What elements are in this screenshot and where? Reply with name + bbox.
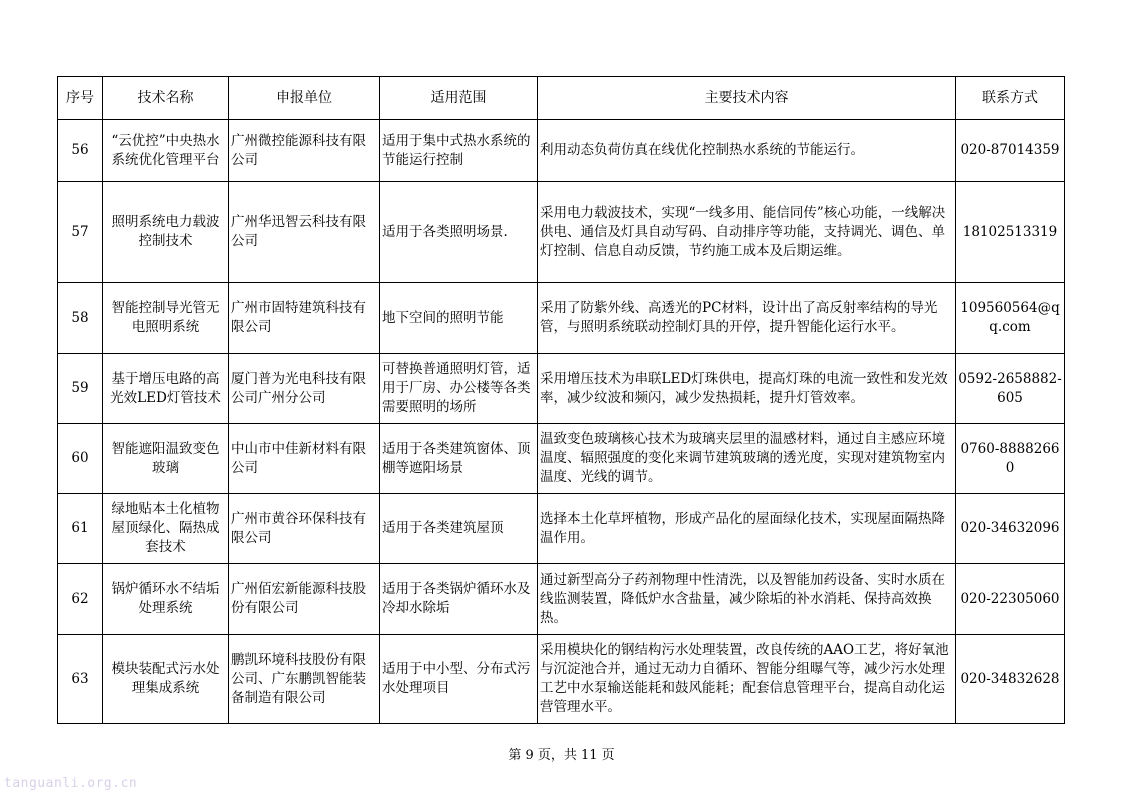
table-row <box>58 564 1065 635</box>
header-main-content: 主要技术内容 <box>538 77 956 120</box>
cell-scope: 适用于集中式热水系统的节能运行控制 <box>380 120 538 182</box>
cell-serial-number: 61 <box>58 494 103 564</box>
cell-contact: 0760-88882660 <box>956 424 1065 494</box>
cell-main-content: 采用电力载波技术，实现“一线多用、能信同传”核心功能，一线解决供电、通信及灯具自动写码、自动排序等功能，支持调光、调色、单灯控制、信息自动反馈，节约施工成本及后期运维。 <box>538 182 956 283</box>
table-row <box>58 182 1065 283</box>
cell-scope: 适用于各类建筑窗体、顶棚等遮阳场景 <box>380 424 538 494</box>
cell-main-content: 选择本土化草坪植物，形成产品化的屋面绿化技术，实现屋面隔热降温作用。 <box>538 494 956 564</box>
cell-scope: 适用于中小型、分布式污水处理项目 <box>380 635 538 724</box>
cell-contact: 020-34632096 <box>956 494 1065 564</box>
table-row <box>58 494 1065 564</box>
site-watermark: tanguanli.org.cn <box>4 776 138 791</box>
technology-table <box>57 76 1065 724</box>
cell-main-content: 通过新型高分子药剂物理中性清洗，以及智能加药设备、实时水质在线监测装置，降低炉水含盐量，减少除垢的补水消耗、保持高效换热。 <box>538 564 956 635</box>
cell-contact: 18102513319 <box>956 182 1065 283</box>
cell-main-content: 利用动态负荷仿真在线优化控制热水系统的节能运行。 <box>538 120 956 182</box>
cell-tech-name: 锅炉循环水不结垢处理系统 <box>103 564 229 635</box>
header-applicant-unit: 申报单位 <box>229 77 380 120</box>
cell-applicant-unit: 广州微控能源科技有限公司 <box>229 120 380 182</box>
cell-serial-number: 59 <box>58 354 103 424</box>
cell-applicant-unit: 鹏凯环境科技股份有限公司、广东鹏凯智能装备制造有限公司 <box>229 635 380 724</box>
cell-contact: 109560564@qq.com <box>956 283 1065 354</box>
cell-scope: 适用于各类建筑屋顶 <box>380 494 538 564</box>
cell-contact: 020-87014359 <box>956 120 1065 182</box>
cell-main-content: 采用模块化的钢结构污水处理装置，改良传统的AAO工艺，将好氧池与沉淀池合并，通过无动力自循环、智能分组曝气等，减少污水处理工艺中水泵输送能耗和鼓风能耗；配套信息管理平台，提高自动化运营管理水平。 <box>538 635 956 724</box>
header-contact: 联系方式 <box>956 77 1065 120</box>
page-number-footer: 第 9 页，共 11 页 <box>508 748 615 763</box>
cell-tech-name: 模块装配式污水处理集成系统 <box>103 635 229 724</box>
cell-main-content: 温致变色玻璃核心技术为玻璃夹层里的温感材料，通过自主感应环境温度、辐照强度的变化来调节建筑玻璃的透光度，实现对建筑物室内温度、光线的调节。 <box>538 424 956 494</box>
cell-applicant-unit: 广州市黄谷环保科技有限公司 <box>229 494 380 564</box>
cell-tech-name: 照明系统电力载波控制技术 <box>103 182 229 283</box>
cell-contact: 020-34832628 <box>956 635 1065 724</box>
cell-scope: 地下空间的照明节能 <box>380 283 538 354</box>
table-row <box>58 354 1065 424</box>
cell-applicant-unit: 中山市中佳新材料有限公司 <box>229 424 380 494</box>
cell-tech-name: 智能遮阳温致变色玻璃 <box>103 424 229 494</box>
cell-applicant-unit: 广州市固特建筑科技有限公司 <box>229 283 380 354</box>
cell-serial-number: 58 <box>58 283 103 354</box>
cell-scope: 可替换普通照明灯管，适用于厂房、办公楼等各类需要照明的场所 <box>380 354 538 424</box>
cell-contact: 0592-2658882-605 <box>956 354 1065 424</box>
cell-serial-number: 62 <box>58 564 103 635</box>
cell-tech-name: “云优控”中央热水系统优化管理平台 <box>103 120 229 182</box>
cell-tech-name: 基于增压电路的高光效LED灯管技术 <box>103 354 229 424</box>
table-row <box>58 283 1065 354</box>
table-row <box>58 424 1065 494</box>
cell-applicant-unit: 厦门普为光电科技有限公司广州分公司 <box>229 354 380 424</box>
cell-main-content: 采用增压技术为串联LED灯珠供电，提高灯珠的电流一致性和发光效率，减少纹波和频闪，减少发热损耗，提升灯管效率。 <box>538 354 956 424</box>
table-row <box>58 120 1065 182</box>
header-serial-number: 序号 <box>58 77 103 120</box>
cell-applicant-unit: 广州华迅智云科技有限公司 <box>229 182 380 283</box>
header-tech-name: 技术名称 <box>103 77 229 120</box>
cell-serial-number: 63 <box>58 635 103 724</box>
table-header-row <box>58 77 1065 120</box>
cell-main-content: 采用了防紫外线、高透光的PC材料，设计出了高反射率结构的导光管，与照明系统联动控制灯具的开停，提升智能化运行水平。 <box>538 283 956 354</box>
cell-tech-name: 绿地贴本土化植物屋顶绿化、隔热成套技术 <box>103 494 229 564</box>
table-row <box>58 635 1065 724</box>
cell-serial-number: 57 <box>58 182 103 283</box>
cell-scope: 适用于各类锅炉循环水及冷却水除垢 <box>380 564 538 635</box>
cell-serial-number: 56 <box>58 120 103 182</box>
header-scope: 适用范围 <box>380 77 538 120</box>
cell-scope: 适用于各类照明场景. <box>380 182 538 283</box>
cell-applicant-unit: 广州佰宏新能源科技股份有限公司 <box>229 564 380 635</box>
cell-contact: 020-22305060 <box>956 564 1065 635</box>
cell-tech-name: 智能控制导光管无电照明系统 <box>103 283 229 354</box>
cell-serial-number: 60 <box>58 424 103 494</box>
